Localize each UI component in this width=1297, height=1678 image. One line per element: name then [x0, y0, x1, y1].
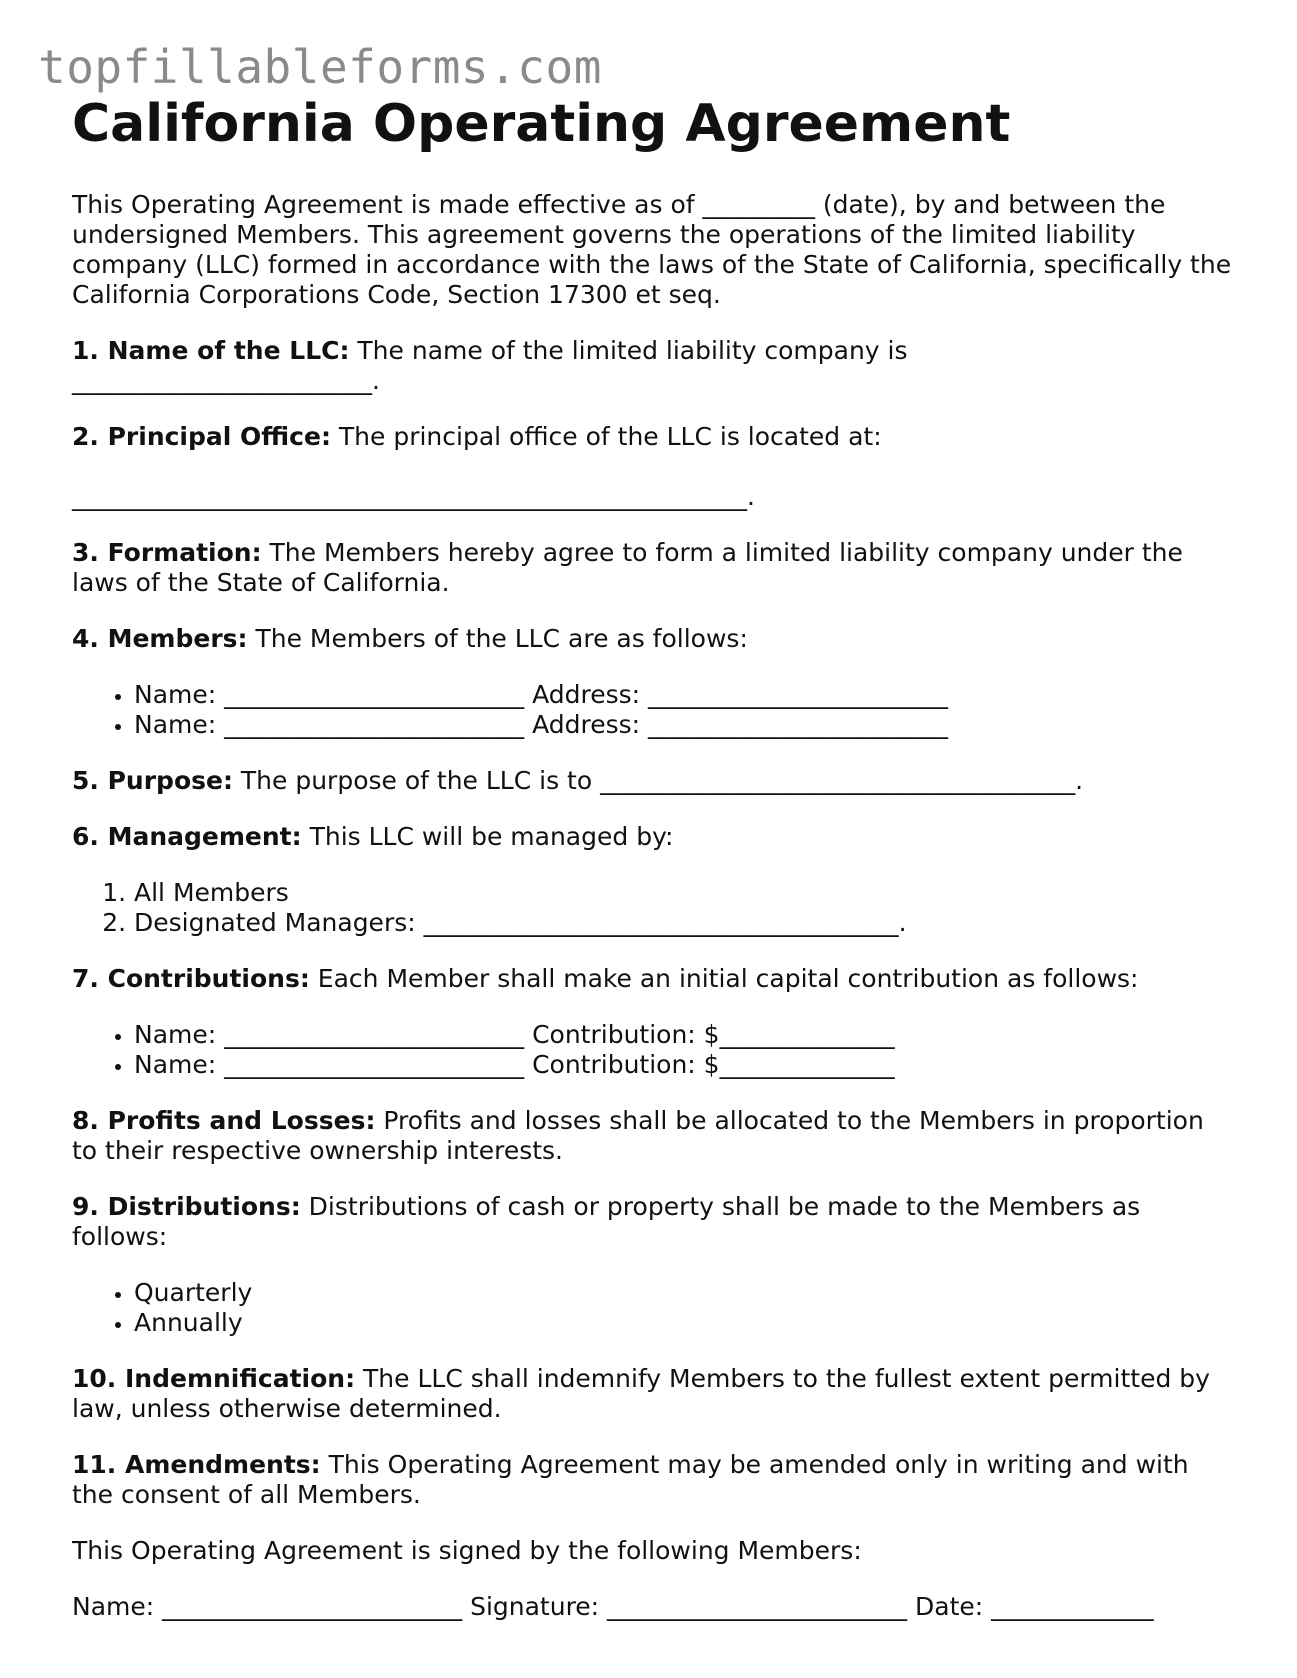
section-indemnification — [72, 1364, 1232, 1424]
section-text: The Members of the LLC are as follows: — [247, 624, 748, 653]
management-list — [72, 878, 1232, 938]
section-heading: 11. Amendments: — [72, 1450, 321, 1479]
signed-by-statement: This Operating Agreement is signed by the following Members: — [72, 1536, 862, 1565]
section-text: The name of the limited liability company is — [349, 336, 908, 365]
intro-paragraph: This Operating Agreement is made effective as of _________ (date), by and between the undersigned Members. This agreement governs the operations of the limited liability company (LLC) formed in accordance with the laws of the State of California, specifically the California Corporations Code, Section 17300 et seq. — [72, 190, 1232, 309]
section-heading: 2. Principal Office: — [72, 422, 331, 451]
section-heading: 5. Purpose: — [72, 766, 233, 795]
section-text: Each Member shall make an initial capital contribution as follows: — [309, 964, 1139, 993]
document-page — [72, 92, 1232, 1622]
contribution-entry[interactable]: • Name: ________________________ Contribution: $______________ — [134, 1050, 1232, 1080]
section-principal-office — [72, 422, 1232, 452]
section-text: Distributions of cash or property shall be made to the Members as follows: — [72, 1192, 1141, 1251]
section-purpose[interactable] — [72, 766, 1232, 796]
section-llc-name — [72, 336, 1232, 366]
distribution-option: • Quarterly — [134, 1278, 1232, 1308]
section-management — [72, 822, 1232, 852]
section-contributions — [72, 964, 1232, 994]
section-text: This Operating Agreement may be amended only in writing and with the consent of all Members. — [72, 1450, 1189, 1509]
section-text: The principal office of the LLC is located at: — [330, 422, 882, 451]
section-heading: 3. Formation: — [72, 538, 262, 567]
contribution-entry[interactable]: • Name: ________________________ Contribution: $______________ — [134, 1020, 1232, 1050]
section-heading: 7. Contributions: — [72, 964, 310, 993]
contributions-list — [72, 1020, 1232, 1080]
section-heading: 4. Members: — [72, 624, 248, 653]
section-text: The purpose of the LLC is to ______________________________________. — [232, 766, 1084, 795]
section-text: The LLC shall indemnify Members to the fullest extent permitted by law, unless otherwise determined. — [72, 1364, 1210, 1423]
section-amendments — [72, 1450, 1232, 1510]
section-members — [72, 624, 1232, 654]
section-heading: 6. Management: — [72, 822, 302, 851]
section-distributions — [72, 1192, 1232, 1252]
watermark: topfillableforms.com — [38, 40, 602, 94]
document-title: California Operating Agreement — [72, 94, 1011, 154]
section-formation — [72, 538, 1232, 598]
section-heading: 8. Profits and Losses: — [72, 1106, 376, 1135]
distributions-list — [72, 1278, 1232, 1338]
member-entry[interactable]: • Name: ________________________ Address: ________________________ — [134, 680, 1232, 710]
management-option[interactable]: 2. Designated Managers: ______________________________________. — [134, 908, 1232, 938]
member-entry[interactable]: • Name: ________________________ Address: ________________________ — [134, 710, 1232, 740]
section-heading: 9. Distributions: — [72, 1192, 301, 1221]
signature-line[interactable]: Name: ________________________ Signature: ________________________ Date: _____________ — [72, 1592, 1154, 1621]
section-text: The Members hereby agree to form a limited liability company under the laws of the State of California. — [72, 538, 1183, 597]
llc-name-blank[interactable]: ________________________. — [72, 366, 380, 395]
members-list — [72, 680, 1232, 740]
section-heading: 1. Name of the LLC: — [72, 336, 350, 365]
section-text: This LLC will be managed by: — [301, 822, 674, 851]
section-heading: 10. Indemnification: — [72, 1364, 356, 1393]
principal-office-blank[interactable]: ______________________________________________________. — [72, 482, 755, 511]
distribution-option: • Annually — [134, 1308, 1232, 1338]
management-option: 1. All Members — [134, 878, 1232, 908]
section-text: Profits and losses shall be allocated to the Members in proportion to their respective ownership interests. — [72, 1106, 1204, 1165]
section-profits-losses — [72, 1106, 1232, 1166]
